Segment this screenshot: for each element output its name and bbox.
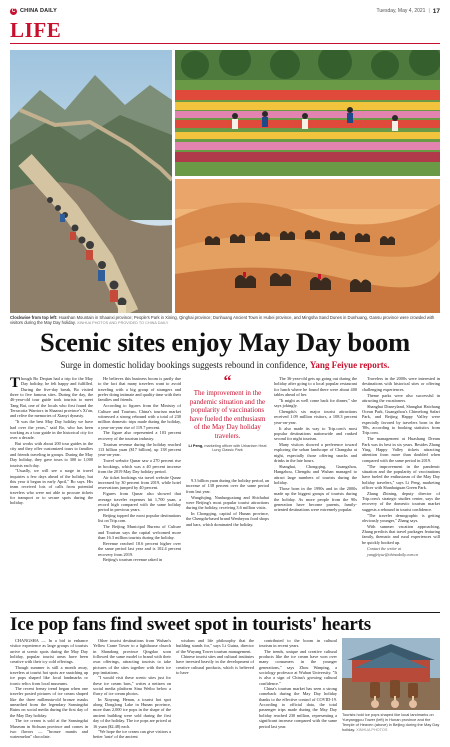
pull-quote-name: Li Peng, bbox=[188, 443, 204, 448]
paragraph: Many visitors showed a preference toward exploring the urban landscape of Changsha at night, especially those offering snacks and drinks in the late hours. bbox=[274, 442, 357, 464]
quote-mark-icon: “ bbox=[223, 373, 232, 390]
paragraph: wisdom and life philosophy that the building stands for," says Li Guina, director of the Wuyang Tower tourism management. bbox=[176, 638, 254, 654]
paragraph: "The traveler demographic is getting obviously younger," Zhang says. bbox=[362, 512, 440, 523]
paragraph: Figures from Qunar also showed that average traveler expenses hit 1,700 yuan, a record high compared with the same holiday period in previous years. bbox=[98, 491, 181, 513]
paragraph: In Chongqing, capital of Hunan province, the Chengdu-based brand Wenheyou food shops and bars, which dominated the holiday. bbox=[186, 511, 269, 527]
paragraph: Theme parks were also successful in attracting the vacationers. bbox=[362, 392, 440, 403]
byline: Yang Feiyue reports. bbox=[309, 360, 390, 370]
main-headline: Scenic sites enjoy May Day boom bbox=[40, 327, 410, 357]
story2-column-4 bbox=[259, 638, 337, 742]
article-column-4 bbox=[274, 376, 357, 610]
paragraph: hough Bo Deqian had a trip for the May Day holiday, he felt happy and fulfilled. During the five-day break, Bo visited three to five famous sites. During the day, the 46-year-old tour guide took tourists to meet Tang Bai, one of the locals who first found the Terracotta Warriors in Shaanxi province's Xi'an, and relive the memories of Xianyi dynasty. bbox=[10, 376, 93, 419]
masthead bbox=[10, 8, 57, 15]
paragraph: The trends, unique and creative cultural products like the ice cream have won over many consumers in the younger generations," says Zhou Wanping, a sociology professor at Wuhan University. "It is also a sign of China's growing cultural confidence." bbox=[259, 648, 337, 686]
paragraph: "Usually, we will see a surge in travel inquiries a few days ahead of the holiday, but this year it began in early April," Bo says. His team received lots of calls from potential travelers who were not able to procure tickets for transport or to secure spots during the holiday. bbox=[10, 468, 93, 506]
pull-quote bbox=[186, 373, 269, 476]
paragraph: Beijing topped the most popular destinations list on Trip.com. bbox=[98, 513, 181, 524]
paragraph: Travel website Qunar saw a 270 percent rise in bookings, which was a 40 percent increase from the 2019 May Day holiday period. bbox=[98, 458, 181, 474]
paragraph: The figure also represented a 103 percent recovery of the tourism industry. bbox=[98, 430, 181, 441]
story2-column-2 bbox=[93, 638, 171, 742]
pull-quote-attribution bbox=[186, 444, 269, 454]
paragraph: The 36-year-old gets up going out during the holiday after going to a local popular restaurant for lunch where he found there were about 400 tables ahead of her. bbox=[274, 376, 357, 398]
paragraph: Though summer is still a month away, travelers at tourist hot spots are snatching up ice pops shaped like local landmarks or iconic relics from local museums. bbox=[10, 664, 88, 686]
contact-email: yangfeiyue@chinadaily.com.cn bbox=[367, 551, 419, 557]
paragraph: Those born in the 1990s and in the 2000s made up the biggest groups of tourists during the holiday. As more people from the 90s generation have become parents, family-oriented destinations were extremely popular. bbox=[274, 485, 357, 513]
paragraph: "I would visit these scenic sites just for these ice cream bars," writes a netizen on social media platform Sina Weibo below a flurry of ice cream photos. bbox=[93, 675, 171, 697]
paragraph: Chengdu's six major tourist attractions received 1.09 million visitors, a 108.3 percent year-on-year. bbox=[274, 409, 357, 425]
paragraph: With summer vacation approaching, Zhang predicts that travel packages featuring family, thematic and rural experiences will be quickly booked up. bbox=[362, 523, 440, 545]
paragraph: The recent frenzy trend began when one traveler posted pictures of ice cream shaped like the three millennia-old bronze masks unearthed from the legendary Sanxingdui Ruins on social media during the first day of the May Day holiday. bbox=[10, 686, 88, 718]
story2-column-1 bbox=[10, 638, 88, 742]
great-wall-photo bbox=[10, 50, 172, 313]
paragraph: contributed to the boom in cultural tourism in recent years. bbox=[259, 638, 337, 649]
camel-dunes-photo bbox=[175, 179, 440, 313]
publication-name: CHINA DAILY bbox=[20, 8, 57, 14]
paragraph: Revenue reached 18.6 percent higher over the same period last year and is 102.4 percent recovery from 2019. bbox=[98, 540, 181, 557]
page-header bbox=[10, 5, 440, 17]
china-daily-logo-icon: C bbox=[11, 7, 16, 14]
paragraph: The ice cream is sold at the Sanxingdui Museum in Sichuan province and comes in two flavors — "bronze mantis and watermelon" chocolate. bbox=[10, 718, 88, 740]
paragraph: Beijing's tourism revenue raked in bbox=[103, 557, 163, 563]
deck-text: Surge in domestic holiday bookings suggests rebound in confidence, bbox=[60, 360, 308, 370]
paragraph: "It might as well come back for dinner," she says jokingly. bbox=[274, 397, 357, 409]
drop-cap: T bbox=[10, 376, 21, 391]
section-title: LIFE bbox=[10, 18, 62, 42]
paragraph: It also made its way to Trip.com's most popular destinations nationwide and ranked second for night tourism. bbox=[274, 425, 357, 442]
paragraph: Bui works with about 200 tour guides in the city and they offer customized tours to families and friends traveling in groups. During the May Day holiday, they gave tours to 300 to 1,000 tourists each day. bbox=[10, 441, 93, 468]
ice-pop-credit: XINHUA PHOTOS bbox=[356, 728, 388, 732]
photo-caption bbox=[10, 315, 440, 327]
story-divider bbox=[10, 612, 440, 613]
paragraph: "The improvement in the pandemic situation and the popularity of vaccinations have fueled the enthusiasm of the May Day holiday travelers," says Li Peng, marketing officer with Shanhaiguan Green Park. bbox=[362, 463, 440, 490]
pull-quote-text: The improvement in the pandemic situation and the popularity of vaccinations have fueled the enthusiasm of the May Day holiday travelers. bbox=[189, 389, 266, 440]
second-headline: Ice pop fans find sweet spot in tourists' hearts bbox=[10, 614, 371, 635]
paragraph: In Xinyang, Henan, a tourist hot spot along Donglong Lake in Hunan province, more than 2,000 ice pops in the shape of the ancient building were sold during the first day of the holiday. The ice pops are priced at 16 yuan ($2.48) each. bbox=[93, 696, 171, 729]
paragraph: He believes this business boom is partly due to the fact that many travelers want to avoid traveling with a big group of strangers and prefer doing intimate and quality time with their families and friends. bbox=[98, 376, 181, 403]
paragraph: China's tourism market has seen a strong comeback during the May Day holiday thanks to the effective control of COVID-19. According to official data, the total passenger trips made during the May Day holiday reached 230 million, representing a significant increase compared with the same period last year. bbox=[259, 686, 337, 729]
pull-quote-role: marketing officer with Urbanism Heat Lung Classic Park bbox=[204, 443, 267, 453]
story2-column-3 bbox=[176, 638, 254, 742]
tulip-garden-photo bbox=[175, 50, 440, 176]
paragraph: Air ticket bookings via travel website Qunar increased by 30 percent from 2019, while hotel reservations jumped by 40 percent. bbox=[98, 474, 181, 491]
paragraph: Zhang Zhining, deputy director of Trip.com's strategic studies center, says the recovery of the domestic tourism market suggests a rebound in tourist confidence. bbox=[362, 490, 440, 512]
article-column-1 bbox=[10, 376, 93, 610]
issue-date: Tuesday, May 4, 2021 bbox=[376, 8, 426, 14]
caption-lead: Clockwise from top left: bbox=[10, 315, 58, 320]
paragraph: Wangfujing, Nanluoguxiang and Shichahai were Beijing's most popular tourist attractions during the holiday, receiving 3.6 million visits. bbox=[186, 494, 269, 511]
paragraph: "It was the best May Day holiday we have had over the years," said Bo, who has been working as a tour guide in the historical city for over a decade. bbox=[10, 419, 93, 441]
paragraph: 9.3 billion yuan during the holiday period, an increase of 138 percent over the same period from last year. bbox=[186, 478, 269, 494]
contact-label: Contact the writer at bbox=[367, 545, 402, 551]
paragraph: CHANGSHA — In a bid to enhance visitor experience as large groups of tourists arrive at scenic spots during the May Day holiday, popular tourist areas have been creative with their icy cold offerings. bbox=[10, 638, 88, 665]
date-box bbox=[377, 8, 440, 15]
paragraph: The Beijing Municipal Bureau of Culture and Tourism says the capital welcomed more than 16.3 million tourists during the holiday. bbox=[98, 524, 181, 540]
story-deck bbox=[10, 360, 440, 371]
photo-credit: XINHUA PHOTOS AND PROVIDED TO CHINA DAILY bbox=[76, 321, 169, 326]
ice-pop-photo bbox=[342, 638, 440, 710]
paragraph: Tourism revenue during the holiday reached 113 billion yuan ($17 billion), up 138 percent year-on-year. bbox=[98, 441, 181, 458]
paragraph: The management at Huashang Dream Park was its best in six years. Besides Zhang Ying, Happy Valley tickets attracting attention from more than doubled when compared with the same period in 2019. bbox=[362, 436, 440, 463]
paragraph: Shanghai Disneyland, Shanghai Haichang Ocean Park, Guangzhou's Chimelong Safari Park, and Beijing Happy Valley were especially favored by travelers born in the '80s, according to booking statistics from Trip.com. bbox=[362, 403, 440, 436]
paragraph: "We hope the ice cream can give visitors a better 'taste' of the ancient bbox=[93, 728, 171, 740]
page-number: 17 bbox=[432, 7, 440, 15]
article-column-5 bbox=[362, 376, 440, 610]
paragraph: According to figures from the Ministry of Culture and Tourism, China's tourism market witnessed a strong rebound with a total of 230 million domestic trips made during the holiday, a year-on-year rise of 119.7 percent. bbox=[98, 403, 181, 430]
paragraph: Chinese tourist sites and cultural institutes have invested heavily in the development of creative cultural products, which is believed to have bbox=[176, 654, 254, 676]
article-column-3 bbox=[186, 478, 269, 610]
article-column-2 bbox=[98, 376, 181, 610]
paragraph: Shanghai, Chongqing, Guangzhou, Hangzhou, Chengdu and Wuhan managed to attract large numbers of tourists during the holiday. bbox=[274, 464, 357, 486]
paragraph: Travelers in the 2000s were interested in destinations with historical sites or offering challenging experiences. bbox=[362, 376, 440, 392]
paragraph: Other tourist destinations from Wuhan's Yellow Crane Tower to a lighthouse church in Shandong province Qingdao soon followed the same model to brand with their own offerings, attracting tourists to take pictures of the sites together with their ice pop imitations. bbox=[93, 638, 171, 676]
section-divider bbox=[10, 43, 440, 44]
ice-pop-caption-text: Tourists hold ice pops shaped like local landmarks on Yueyanggou Tower (left) in Hunan province and the Temple of Heaven (above) in Beijing during the May Day holiday. bbox=[342, 712, 440, 732]
separator: | bbox=[428, 8, 430, 14]
caption-text: Huashan Mountain in Shaanxi province; People's Park in Xining, Qinghai province; Dunhuang Ancient Town in Hubei province, and Mingsha Sand Dunes in Dunhuang, Gansu province were crowded with visitors during the May Day holiday. bbox=[10, 315, 435, 326]
ice-pop-caption bbox=[342, 712, 440, 733]
